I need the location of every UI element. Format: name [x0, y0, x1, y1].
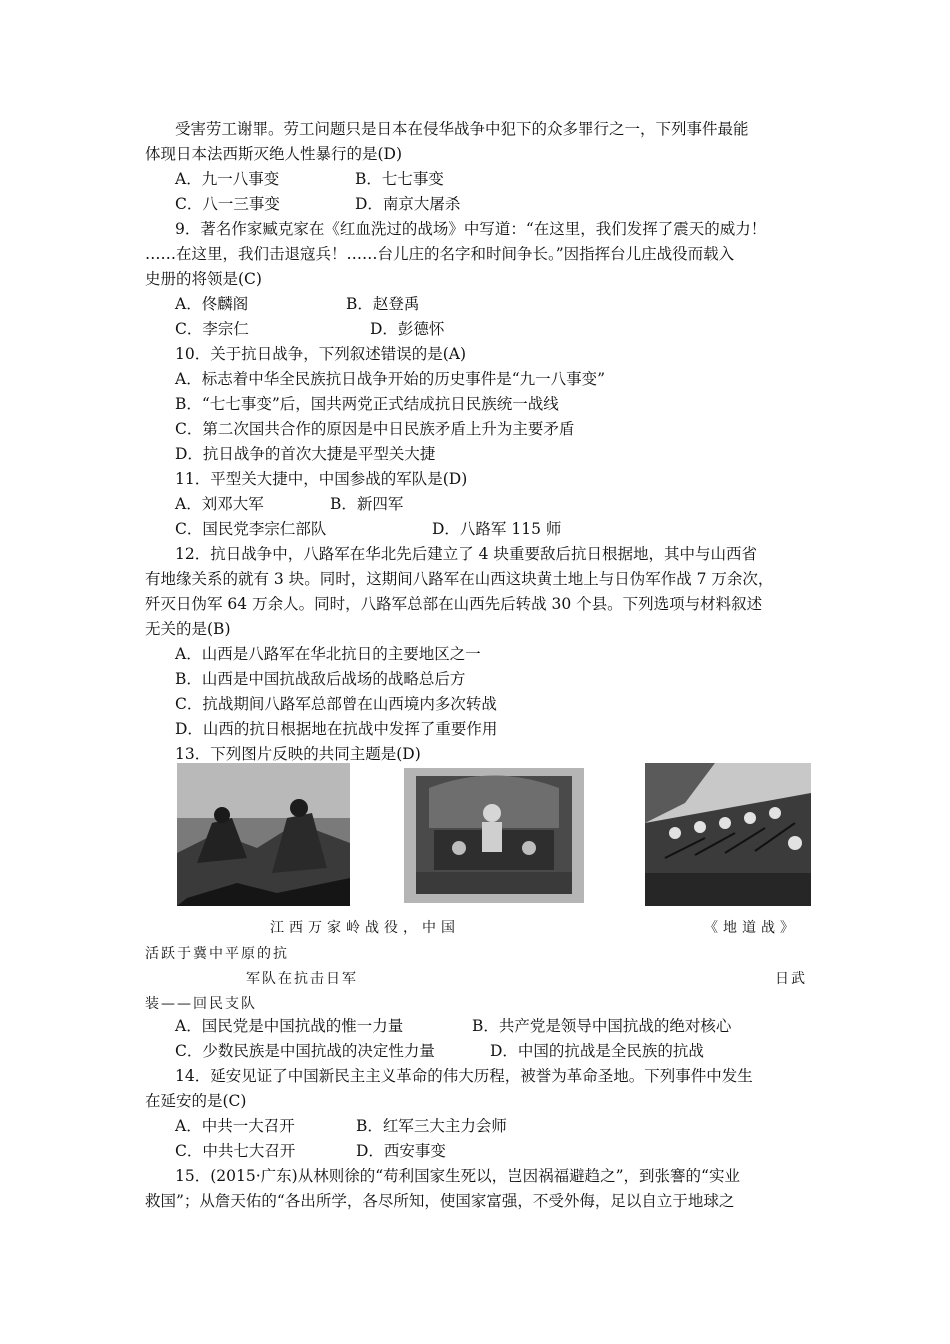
q14-option-c: C．中共七大召开 — [175, 1142, 296, 1160]
q9-text-line-3: 史册的将领是(C) — [145, 270, 262, 288]
q12-text-line-4: 无关的是(B) — [145, 620, 231, 638]
q8-text-line-2: 体现日本法西斯灭绝人性暴行的是(D) — [145, 145, 403, 163]
q12-text-line-1: 12．抗日战争中，八路军在华北先后建立了 4 块重要敌后抗日根据地，其中与山西省 — [175, 545, 757, 563]
q12-option-b: B．山西是中国抗战敌后战场的战略总后方 — [175, 670, 466, 688]
caption-photo-1-line-2: 军队在抗击日军 — [246, 971, 358, 987]
q9-option-b: B．赵登禹 — [346, 295, 420, 313]
q11-option-a: A．刘邓大军 — [175, 495, 264, 513]
q10-option-b: B．“七七事变”后，国共两党正式结成抗日民族统一战线 — [175, 395, 559, 413]
q9-option-a: A．佟麟阁 — [175, 295, 249, 313]
q10-option-c: C．第二次国共合作的原因是中日民族矛盾上升为主要矛盾 — [175, 420, 575, 438]
photo-hui-detachment — [645, 763, 811, 906]
q15-text-line-2: 救国”；从詹天佑的“各出所学，各尽所知，使国家富强，不受外侮，足以自立于地球之 — [145, 1192, 735, 1210]
q8-text-line-1: 受害劳工谢罪。劳工问题只是日本在侵华战争中犯下的众多罪行之一，下列事件最能 — [175, 120, 749, 138]
q13-option-c: C．少数民族是中国抗战的决定性力量 — [175, 1042, 435, 1060]
q8-option-a: A．九一八事变 — [175, 170, 280, 188]
q10-option-a: A．标志着中华全民族抗日战争开始的历史事件是“九一八事变” — [175, 370, 606, 388]
q15-text-line-1: 15．(2015·广东)从林则徐的“苟利国家生死以，岂因祸福避趋之”，到张謇的“实业 — [175, 1167, 740, 1185]
q13-stem: 13．下列图片反映的共同主题是(D) — [175, 745, 421, 763]
q12-text-line-3: 歼灭日伪军 64 万余人。同时，八路军总部在山西先后转战 30 个县。下列选项与材料叙述 — [145, 595, 763, 613]
caption-photo-2: 《地道战》 — [704, 920, 799, 936]
q8-option-d: D．南京大屠杀 — [355, 195, 461, 213]
q11-option-b: B．新四军 — [330, 495, 404, 513]
q14-option-b: B．红军三大主力会师 — [356, 1117, 507, 1135]
q14-option-d: D．西安事变 — [356, 1142, 446, 1160]
q8-option-c: C．八一三事变 — [175, 195, 280, 213]
q13-option-d: D．中国的抗战是全民族的抗战 — [490, 1042, 704, 1060]
q9-text-line-1: 9．著名作家臧克家在《红血洗过的战场》中写道：“在这里，我们发挥了震天的威力！ — [175, 220, 767, 238]
q11-stem: 11．平型关大捷中，中国参战的军队是(D) — [175, 470, 468, 488]
q13-option-a: A．国民党是中国抗战的惟一力量 — [175, 1017, 404, 1035]
q10-option-d: D．抗日战争的首次大捷是平型关大捷 — [175, 445, 436, 463]
photo-tunnel-warfare — [404, 768, 584, 903]
q12-option-a: A．山西是八路军在华北抗日的主要地区之一 — [175, 645, 481, 663]
q14-option-a: A．中共一大召开 — [175, 1117, 295, 1135]
q14-text-line-2: 在延安的是(C) — [145, 1092, 247, 1110]
q9-option-c: C．李宗仁 — [175, 320, 249, 338]
q12-option-d: D．山西的抗日根据地在抗战中发挥了重要作用 — [175, 720, 498, 738]
q9-text-line-2: ……在这里，我们击退寇兵！……台儿庄的名字和时间争长。”因指挥台儿庄战役而载入 — [145, 245, 735, 263]
q12-option-c: C．抗战期间八路军总部曾在山西境内多次转战 — [175, 695, 497, 713]
q11-option-c: C．国民党李宗仁部队 — [175, 520, 327, 538]
caption-photo-3-line-1: 活跃于冀中平原的抗 — [145, 946, 289, 962]
q13-option-b: B．共产党是领导中国抗战的绝对核心 — [472, 1017, 732, 1035]
q11-option-d: D．八路军 115 师 — [432, 520, 562, 538]
q14-text-line-1: 14．延安见证了中国新民主主义革命的伟大历程，被誉为革命圣地。下列事件中发生 — [175, 1067, 753, 1085]
q9-option-d: D．彭德怀 — [370, 320, 445, 338]
q12-text-line-2: 有地缘关系的就有 3 块。同时，这期间八路军在山西这块黄土地上与日伪军作战 7 万余次， — [145, 570, 774, 588]
caption-photo-3-line-2: 日武 — [775, 971, 807, 987]
q10-stem: 10．关于抗日战争，下列叙述错误的是(A) — [175, 345, 467, 363]
caption-photo-1-line-1: 江西万家岭战役，中国 — [270, 920, 460, 936]
photo-wanjialing-battle — [177, 763, 350, 906]
caption-photo-3-line-3: 装——回民支队 — [145, 996, 257, 1012]
q8-option-b: B．七七事变 — [355, 170, 444, 188]
